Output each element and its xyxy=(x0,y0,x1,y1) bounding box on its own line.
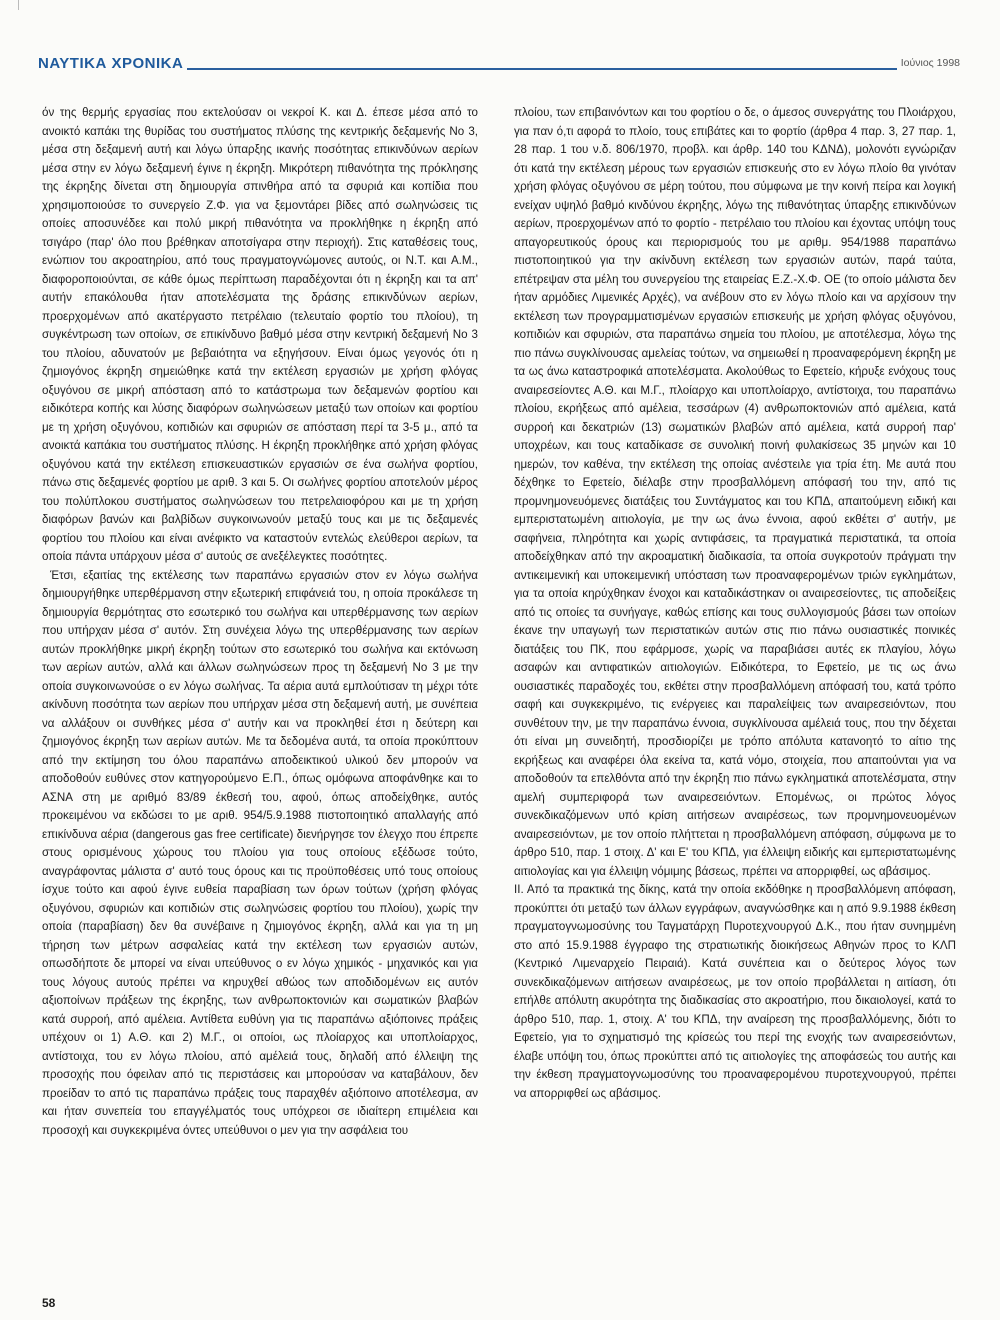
right-paragraph-2: ΙΙ. Από τα πρακτικά της δίκης, κατά την οποία εκδόθηκε η προσβαλλόμενη απόφαση, προκύπτει ότι μεταξύ των άλλων εγγράφων, αναγνώσθηκε και η από 9.9.1988 έκθεση πραγματογνωμοσύνης του Ταγματάρχη Πυροτεχνουργού Δ.Κ., που ήταν συνημμένη στο από 15.9.1988 έγγραφο της στρατιωτικής διοικήσεως Αθηνών προς το ΚΛΠ (Κεντρικό Λιμεναρχείο Πειραιά). Κατά συνέπεια και ο δεύτερος λόγος των συνεκδικαζόμενων αιτήσεων αναιρέσεως, με τον οποίο προβάλλεται η αιτίαση, ότι επήλθε απόλυτη ακυρότητα της διαδικασίας στο ακροατήριο, που δικαιολογεί, κατά το άρθρο 510, παρ. 1, στοιχ. Α' του ΚΠΔ, την αναίρεση της προσβαλλόμενης, διότι το Εφετείο, για το σχηματισμό της κρίσεώς του περί της ενοχής των αναιρεσειόντων, έλαβε υπόψη του, όπως προκύπτει από τις αιτιολογίες της αποφάσεώς του αυτής και την έκθεση πραγματογνωμοσύνης του προαναφερομένου πυροτεχνουργού, πρέπει να απορριφθεί ως αβάσιμος. xyxy=(514,883,956,1100)
left-paragraph-1: όν της θερμής εργασίας που εκτελούσαν οι νεκροί Κ. και Δ. έπεσε μέσα από το ανοικτό καπάκι της θυρίδας του συστήματος πλύσης της κεντρικής δεξαμενής Νο 3, μέσα στη δεξαμενή αυτή και λόγω ύπαρξης ικανής ποσότητας επικινδύνων αερίων μέσα στην εν λόγω δεξαμενή έγινε η έκρηξη. Μικρότερη πιθανότητα της πρόκλησης της έκρηξης δίνεται στη δημιουργία σπινθήρα από τα σφυριά και κοπίδια που χρησιμοποιούσε το συνεργείο Ζ.Φ. για να ξεμοντάρει βίδες από σωληνώσεις τις οποίες αποσυνέδεε και πολύ μικρή πιθανότητα να προκλήθηκε η έκρηξη από τσιγάρο (παρ' όλο που βρέθηκαν αποτσίγαρα στην περιοχή). Στις καταθέσεις τους, ενώπιον του ακροατηρίου, από τους πραγματογνώμονες αυτούς, οι Ν.Τ. και Α.Μ., διαφοροποιούνται, σε κάθε όμως περίπτωση παραδέχονται ότι η έκρηξη και τα απ' αυτήν επακόλουθα ήταν αποτελέσματα της δράσης επικινδύνων αερίων, προερχομένων από ακατέργαστο πετρέλαιο (τελευταίο φορτίο του πλοίου), τη συγκέντρωση των οποίων, σε επικίνδυνο βαθμό μέσα στην κεντρική δεξαμενή Νο 3 του πλοίου, αδυνατούν με βεβαιότητα να εξηγήσουν. Είναι όμως γεγονός ότι η ζημιογόνος έκρηξη σημειώθηκε κατά την εκτέλεση εργασιών με χρήση φλόγας οξυγόνου σε μικρή απόσταση από το κατάστρωμα των δεξαμενών φορτίου και ειδικότερα κοπής και λύσης διαφόρων σωληνώσεων μεταξύ των οποίων και φορτίου με τη χρήση οξυγόνου, κοπιδιών και σφυριών σε απόσταση περί τα 3-5 μ., από τα ανοικτά καπάκια του συστήματος πλύσης. Η έκρηξη προκλήθηκε από χρήση φλόγας οξυγόνου κατά την εκτέλεση επισκευαστικών εργασιών σε ένα σωλήνα φορτίου, πάνω στις δεξαμενές φορτίου με αριθ. 3 και 5. Οι σωλήνες φορτίου αποτελούν μέρος του πολύπλοκου συστήματος σωληνώσεων του πετρελαιοφόρου και με τη χρήση διαφόρων βανών και βαλβίδων συγκοινωνούν μεταξύ τους και με τις δεξαμενές φορτίου του πλοίου και είναι ανέφικτο να καταστούν εντελώς ελεύθεροι αερίων, τα οποία πάντα υπάρχουν μέσα σ' αυτούς σε ανεξέλεγκτες ποσότητες. xyxy=(42,106,478,563)
crop-mark xyxy=(18,0,19,10)
issue-date: Ιούνιος 1998 xyxy=(900,56,960,69)
publication-title: ΝΑΥΤΙΚΑ ΧΡΟΝΙΚΑ xyxy=(38,55,184,72)
left-paragraph-2: Έτσι, εξαιτίας της εκτέλεσης των παραπάνω εργασιών στον εν λόγω σωλήνα δημιουργήθηκε υπερθέρμανση στην εξωτερική επιφάνειά του, η οποία προκάλεσε τη δημιουργία θερμότητας στο εσωτερικό του σωλήνα και υπερθέρμανσης των αερίων που υπήρχαν μέσα σ' αυτόν. Στη συνέχεια λόγω της υπερθέρμανσης των αερίων αυτών προκλήθηκε μικρή έκρηξη τούτων στο εσωτερικό του σωλήνα και εκτόνωση των αερίων αυτών, αλλά και άλλων σωληνώσεων προς τη δεξαμενή Νο 3 με την οποία συγκοινωνούσε ο εν λόγω σωλήνας. Τα αέρια αυτά εμπλούτισαν τη μέχρι τότε ακίνδυνη ποσότητα των αερίων που υπήρχαν μέσα στη δεξαμενή αυτή, με συνέπεια να αλλάξουν οι συνθήκες μέσα σ' αυτήν και να προκληθεί έτσι η δεύτερη και ζημιογόνος έκρηξη των αερίων αυτών. Με τα δεδομένα αυτά, τα οποία προκύπτουν από την εκτίμηση του όλου παραπάνω αποδεικτικού υλικού δεν μπορούν να αποδοθούν ευθύνες στον κατηγορούμενο Ε.Π., όπως ομόφωνα αποφάνθηκε και το ΑΣΝΑ στη με αριθμό 83/89 έκθεσή του, αφού, όπως αποδείχθηκε, αυτός προκειμένου να εκδώσει το με αριθ. 954/5.9.1988 πιστοποιητικό απαλλαγής από επικίνδυνα αέρια (dangerous gas free certificate) διενήργησε τον έλεγχο που έπρεπε στους ορισμένους χώρους του πλοίου για τους οποίους εξέδωσε τούτο, αναγράφοντας μάλιστα σ' αυτό τους όρους και τις προϋποθέσεις υπό τους οποίους ίσχυε τούτο και αφού έγινε ευθεία παραβίαση των όρων τούτων (χρήση φλόγας οξυγόνου, σφυριών και κοπιδιών στις σωληνώσεις φορτίου του πλοίου), χωρίς την οποία (παραβίαση) δεν θα συνέβαινε η ζημιογόνος έκρηξη, αλλά και για τη μη τήρηση των μέτρων ασφαλείας κατά την εκτέλεση των εργασιών αυτών, οπωσδήποτε δε μπορεί να είναι υπεύθυνος ο εν λόγω χημικός - μηχανικός και για τους λόγους αυτούς πρέπει να κηρυχθεί αθώος των αποδιδομένων εις αυτόν αξιοποίνων πράξεων της έκρηξης, των ανθρωποκτονιών και σωματικών βλαβών κατά συρροή, από αμέλεια. Αντίθετα ευθύνη για τις παραπάνω αξιόποινες πράξεις υπέχουν οι 1) Α.Θ. και 2) Μ.Γ., οι οποίοι, ως πλοίαρχος και υποπλοίαρχος, αντίστοιχα, του εν λόγω πλοίου, από αμέλειά τους, δηλαδή από έλλειψη της προσοχής που όφειλαν από τις περιστάσεις και μπορούσαν να καταβάλουν, δεν προείδαν το από τις παραπάνω πράξεις τους παραχθέν αξιόποινο αποτέλεσμα, αν και ήταν συνεπεία του επαγγέλματός τους υπόχρεοι σε ιδιαίτερη επιμέλεια και προσοχή και συγκεκριμένα όντες υπεύθυνοι ο μεν για την ασφάλεια του xyxy=(42,568,478,1137)
running-header xyxy=(38,48,960,72)
right-column xyxy=(514,104,956,1103)
right-paragraph-1: πλοίου, των επιβαινόντων και του φορτίου ο δε, ο άμεσος συνεργάτης του Πλοιάρχου, για παν ό,τι αφορά το πλοίο, τους επιβάτες και το φορτίο (άρθρα 4 παρ. 3, 27 παρ. 1, 28 παρ. 1 του ν.δ. 806/1970, προβλ. και άρθρ. 140 του ΚΔΝΔ), μολονότι εγνώριζαν ότι κατά την εκτέλεση μέρους των εργασιών επισκευής στο εν λόγω πλοίο θα γινόταν χρήση φλόγας οξυγόνου σε μέρη τούτου, που σύμφωνα με την κοινή πείρα και λογική ενείχαν υψηλό βαθμό κινδύνου έκρηξης, λόγω της πιθανότητας ύπαρξης επικινδύνων αερίων, προερχομένων από το φορτίο - πετρέλαιο του πλοίου και έχοντας υπόψη τους απαγορευτικούς όρους και περιορισμούς του με αριθμ. 954/1988 παραπάνω πιστοποιητικού για την ακίνδυνη εκτέλεση των εργασιών αυτών, παρά ταύτα, επέτρεψαν στα μέλη του συνεργείου της εταιρείας Ε.Ζ.-Χ.Φ. ΟΕ (το οποίο μάλιστα δεν ήταν αρμόδιες Λιμενικές Αρχές), να ανέβουν στο εν λόγω πλοίο και να αρχίσουν την εκτέλεση των προγραμματισμένων εργασιών επισκευής με χρήση φλόγας οξυγόνου, κοπιδιών και σφυριών, στα παραπάνω σημεία του πλοίου, με αποτέλεσμα, λόγω της πιο πάνω συγκλίνουσας αμελείας τούτων, να σημειωθεί η προαναφερόμενη έκρηξη με τα ως άνω καταστροφικά αποτελέσματα. Ακολούθως το Εφετείο, κήρυξε ενόχους τους αναιρεσείοντες Α.Θ. και Μ.Γ., πλοίαρχο και υποπλοίαρχο, αντίστοιχα, του παραπάνω πλοίου, εκρήξεως από αμέλεια, τεσσάρων (4) ανθρωποκτονιών από αμέλεια, κατά συρροή και δεκατριών (13) σωματικών βλαβών από αμέλεια, κατά συρροή παρ' υποχρέων, και τους καταδίκασε σε συνολική ποινή φυλακίσεως 35 μηνών και 10 ημερών, τον καθένα, την εκτέλεση της οποίας ανέστειλε για τρία έτη. Με αυτά που δέχθηκε το Εφετείο, διέλαβε στην προσβαλλόμενη απόφασή του την, από τις προμνημονευόμενες διατάξεις του Συντάγματος και του ΚΠΔ, απαιτούμενη ειδική και εμπεριστατωμένη αιτιολογία, με την ως άνω έννοια, αφού εκθέτει σ' αυτήν, με σαφήνεια, πληρότητα και χωρίς αντιφάσεις, τα πραγματικά περιστατικά, τα οποία αποδείχθηκαν από την ακροαματική διαδικασία, τα οποία συγκροτούν πράγματι την αντικειμενική και υποκειμενική υπόσταση των προαναφερομένων τριών εγκλημάτων, για τα οποία κηρύχθηκαν ένοχοι και καταδικάστηκαν οι αναιρεσείοντες, τις αποδείξεις από τις οποίες τα συνήγαγε, καθώς επίσης και τους συλλογισμούς βάσει των οποίων έκανε την υπαγωγή των περιστατικών αυτών στις πιο πάνω ουσιαστικές ποινικές διατάξεις του ΠΚ, που εφάρμοσε, χωρίς να παραβιάσει αυτές εκ πλαγίου, λόγω ασαφών και αντιφατικών αιτιολογιών. Ειδικότερα, το Εφετείο, με τις ως άνω ουσιαστικές παραδοχές του, εκθέτει στην προσβαλλόμενη απόφασή του, κατά τρόπο σαφή και συγκεκριμένο, τις ενέργειες και παραλείψεις των αναιρεσειόντων, που συνθέτουν την, με την παραπάνω έννοια, συγκλίνουσα αμέλειά τους, που την δέχεται ότι είναι μη συνειδητή, προσδιορίζει με τρόπο απόλυτα κατανοητό το αίτιο της εκρήξεως και αναφέρει όλα εκείνα τα, κατά νόμο, στοιχεία, που απαιτούνται για να αποδοθούν τα επελθόντα από την έκρηξη πιο πάνω εγκληματικά αποτελέσματα, στην αμελή συμπεριφορά των αναιρεσειόντων. Επομένως, οι πρώτος λόγος συνεκδικαζόμενων υπό κρίση αιτήσεων αναιρέσεως, των προμνημονευομένων αναιρεσειόντων, με τον οποίο πλήττεται η προσβαλλόμενη απόφαση, σύμφωνα με το άρθρο 510, παρ. 1 στοιχ. Δ' και Ε' του ΚΠΔ, για έλλειψη ειδικής και εμπεριστατωμένης αιτιολογίας και για έλλειψη νόμιμης βάσεως, πρέπει να απορριφθεί, ως αβάσιμος. xyxy=(514,106,956,878)
left-column xyxy=(42,104,478,1140)
page-number: 58 xyxy=(42,1296,56,1310)
header-rule xyxy=(187,68,896,70)
